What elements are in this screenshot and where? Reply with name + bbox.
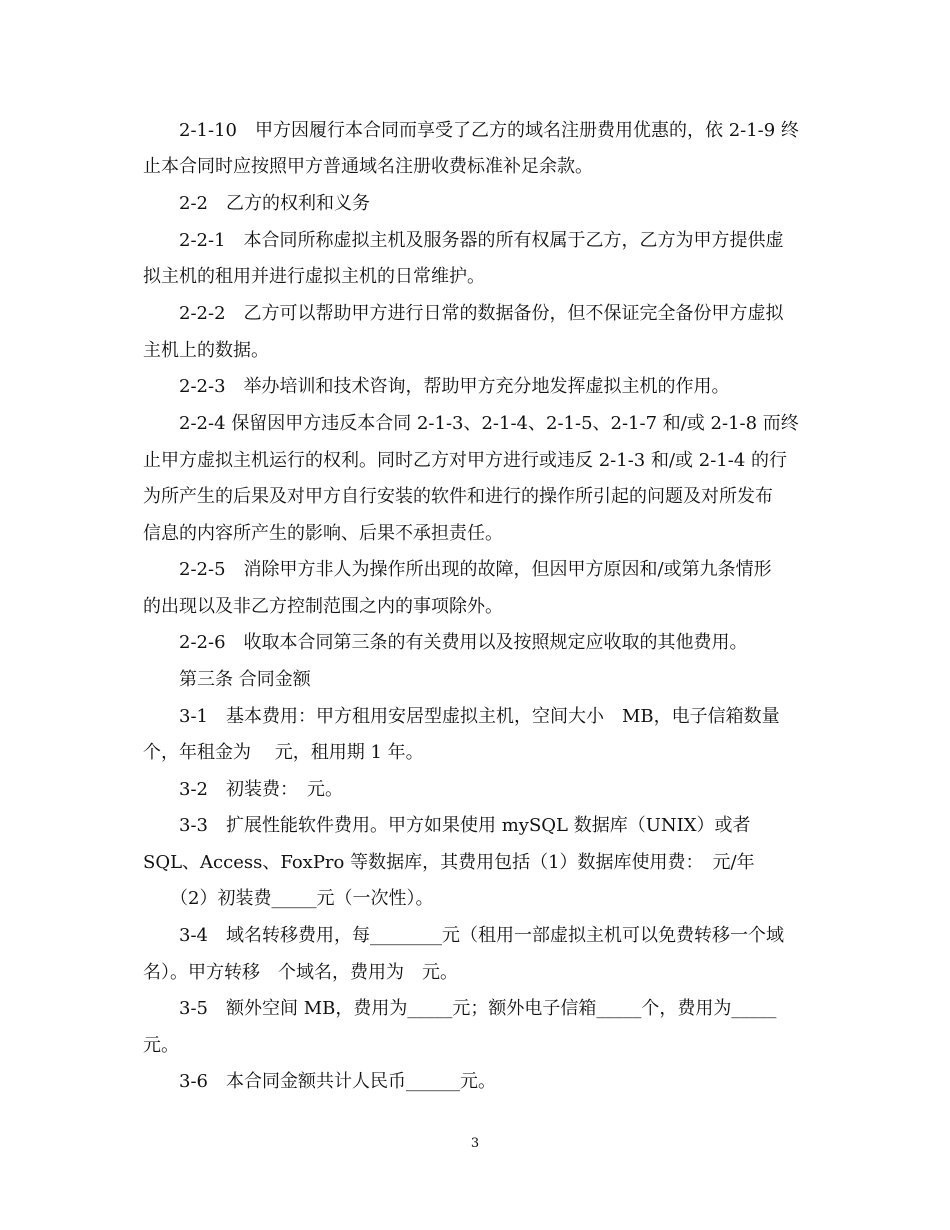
text-line-7: 主机上的数据。 bbox=[143, 340, 269, 361]
text-line-2: 止本合同时应按照甲方普通域名注册收费标准补足余款。 bbox=[143, 156, 593, 177]
text-line-26: 元。 bbox=[143, 1035, 179, 1056]
text-line-13: 2-2-5 消除甲方非人为操作所出现的故障，但因甲方原因和/或第九条情形 bbox=[179, 559, 772, 580]
text-line-4: 2-2-1 本合同所称虚拟主机及服务器的所有权属于乙方，乙方为甲方提供虚 bbox=[179, 230, 784, 251]
text-line-8: 2-2-3 举办培训和技术咨询，帮助甲方充分地发挥虚拟主机的作用。 bbox=[179, 376, 730, 397]
text-line-22: （2）初装费_____元（一次性）。 bbox=[170, 888, 434, 909]
text-line-18: 个，年租金为 元，租用期 1 年。 bbox=[143, 742, 424, 763]
text-line-12: 信息的内容所产生的影响、后果不承担责任。 bbox=[143, 523, 503, 544]
text-line-23: 3-4 域名转移费用，每________元（租用一部虚拟主机可以免费转移一个域 bbox=[179, 925, 784, 946]
text-line-17: 3-1 基本费用：甲方租用安居型虚拟主机，空间大小 MB，电子信箱数量 bbox=[179, 706, 780, 727]
text-line-15: 2-2-6 收取本合同第三条的有关费用以及按照规定应收取的其他费用。 bbox=[179, 632, 748, 653]
text-line-27: 3-6 本合同金额共计人民币______元。 bbox=[179, 1071, 496, 1092]
text-line-20: 3-3 扩展性能软件费用。甲方如果使用 mySQL 数据库（UNIX）或者 bbox=[179, 815, 751, 836]
text-line-14: 的出现以及非乙方控制范围之内的事项除外。 bbox=[143, 596, 503, 617]
text-line-5: 拟主机的租用并进行虚拟主机的日常维护。 bbox=[143, 266, 485, 287]
text-line-3: 2-2 乙方的权利和义务 bbox=[179, 193, 370, 214]
section-heading: 第三条 合同金额 bbox=[179, 669, 311, 690]
text-line-11: 为所产生的后果及对甲方自行安装的软件和进行的操作所引起的问题及对所发布 bbox=[143, 486, 773, 507]
text-line-21: SQL、Access、FoxPro 等数据库，其费用包括（1）数据库使用费： 元/年 bbox=[143, 852, 755, 873]
text-line-1: 2-1-10 甲方因履行本合同而享受了乙方的域名注册费用优惠的，依 2-1-9 终 bbox=[179, 120, 799, 141]
text-line-19: 3-2 初装费： 元。 bbox=[179, 779, 343, 800]
text-line-6: 2-2-2 乙方可以帮助甲方进行日常的数据备份，但不保证完全备份甲方虚拟 bbox=[179, 303, 784, 324]
text-line-24: 名）。甲方转移 个域名，费用为 元。 bbox=[143, 962, 458, 983]
text-line-9: 2-2-4 保留因甲方违反本合同 2-1-3、2-1-4、2-1-5、2-1-7 和/或 2-1-8 而终 bbox=[179, 413, 799, 434]
text-line-25: 3-5 额外空间 MB，费用为_____元；额外电子信箱_____个，费用为_____ bbox=[179, 998, 777, 1019]
page-number: 3 bbox=[470, 1136, 480, 1151]
text-line-10: 止甲方虚拟主机运行的权利。同时乙方对甲方进行或违反 2-1-3 和/或 2-1-4 的行 bbox=[143, 450, 787, 471]
